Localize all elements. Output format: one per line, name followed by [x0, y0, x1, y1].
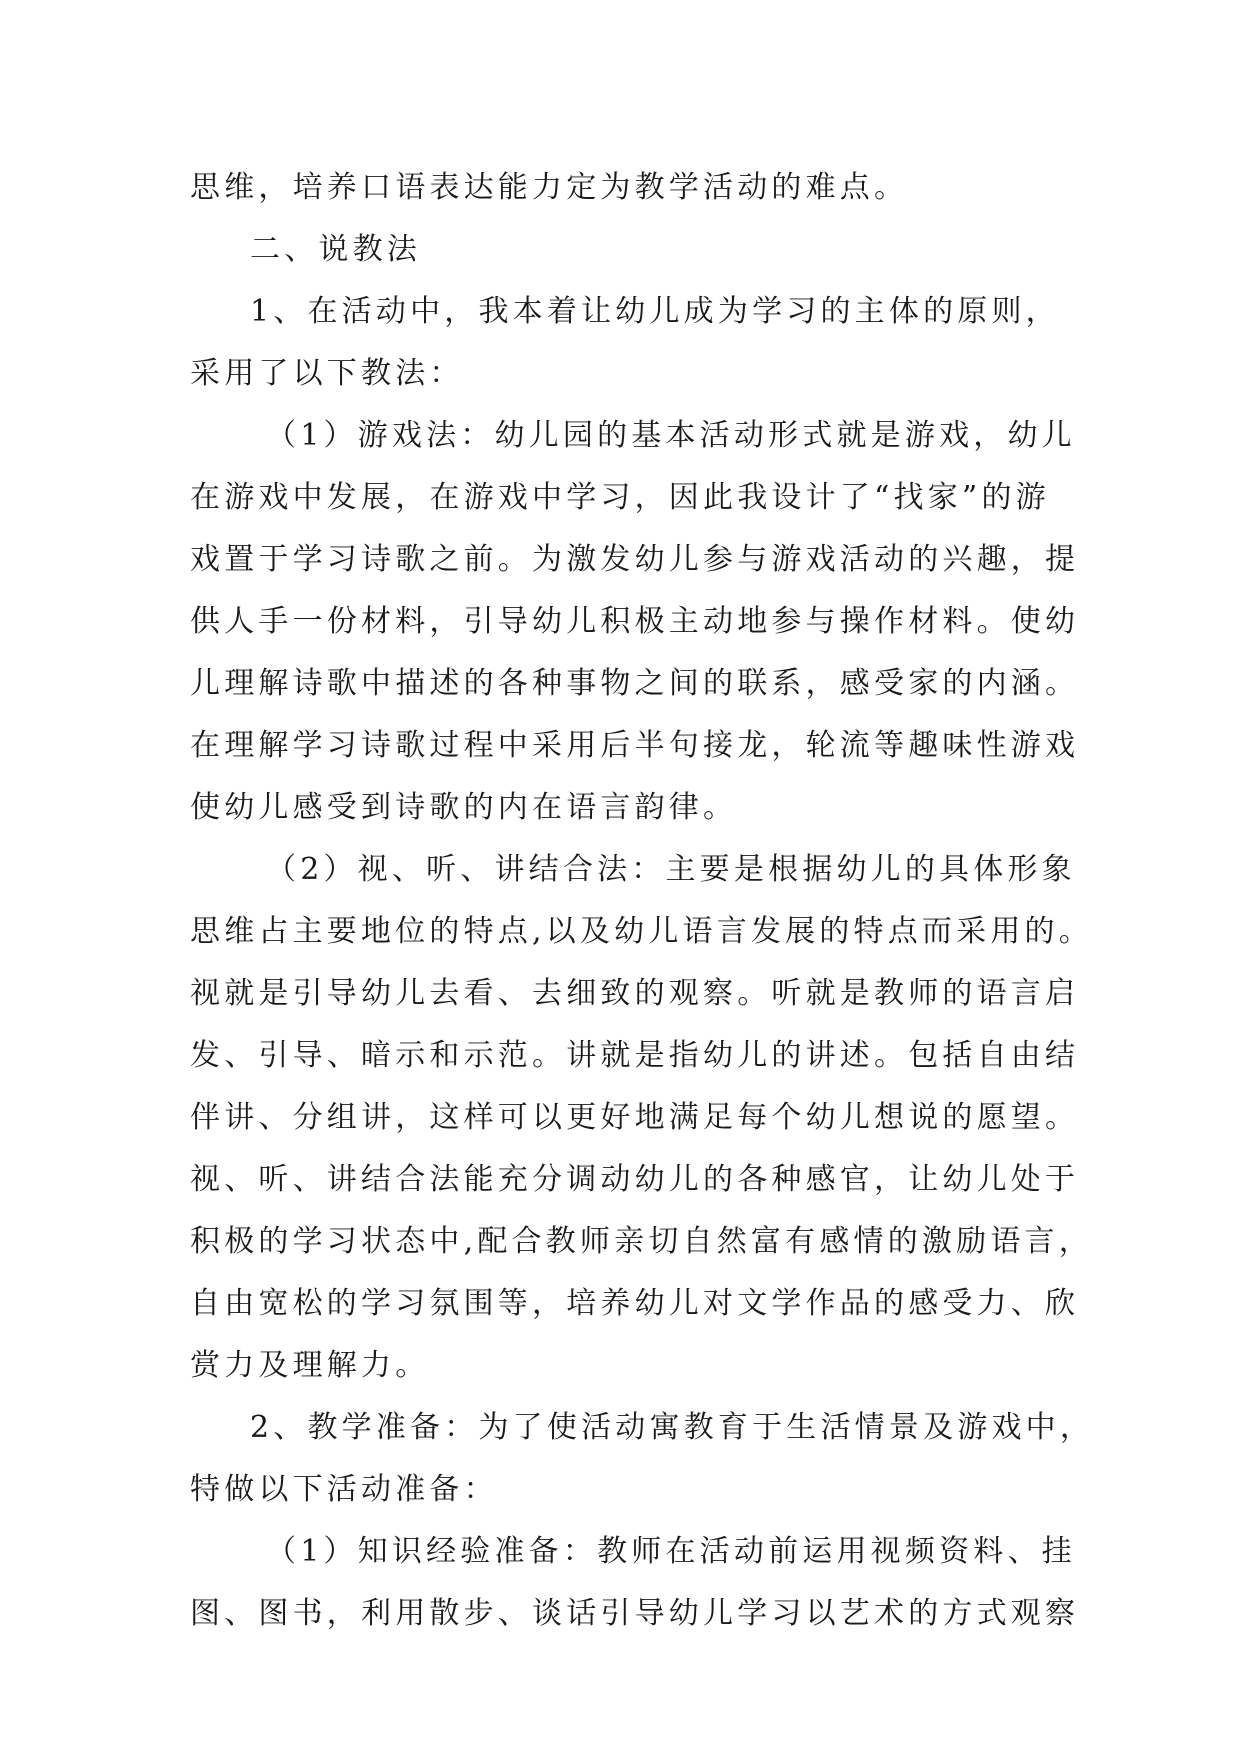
text-line: 在理解学习诗歌过程中采用后半句接龙，轮流等趣味性游戏	[190, 728, 1080, 763]
text-line: 特做以下活动准备：	[190, 1472, 498, 1507]
text-line: 戏置于学习诗歌之前。为激发幼儿参与游戏活动的兴趣，提	[190, 542, 1080, 577]
text-line: 视、听、讲结合法能充分调动幼儿的各种感官，让幼儿处于	[190, 1162, 1080, 1197]
text-line: 2、教学准备：为了使活动寓教育于生活情景及游戏中，	[250, 1410, 1095, 1445]
body-text	[190, 157, 1095, 1645]
text-line: （1）游戏法：幼儿园的基本活动形式就是游戏，幼儿	[266, 418, 1076, 453]
text-line: （2）视、听、讲结合法：主要是根据幼儿的具体形象	[266, 852, 1076, 887]
text-line: 采用了以下教法：	[190, 356, 464, 391]
section-heading: 二、说教法	[250, 232, 421, 267]
text-line: 自由宽松的学习氛围等，培养幼儿对文学作品的感受力、欣	[190, 1286, 1080, 1321]
text-line: 思维占主要地位的特点,以及幼儿语言发展的特点而采用的。	[190, 914, 1093, 949]
text-line: （1）知识经验准备：教师在活动前运用视频资料、挂	[266, 1534, 1076, 1569]
text-line: 儿理解诗歌中描述的各种事物之间的联系，感受家的内涵。	[190, 666, 1080, 701]
text-line: 图、图书，利用散步、谈话引导幼儿学习以艺术的方式观察	[190, 1596, 1080, 1631]
text-line: 赏力及理解力。	[190, 1348, 430, 1383]
text-line: 在游戏中发展，在游戏中学习，因此我设计了“找家”的游	[190, 480, 1050, 515]
text-line: 思维，培养口语表达能力定为教学活动的难点。	[190, 170, 909, 205]
text-line: 伴讲、分组讲，这样可以更好地满足每个幼儿想说的愿望。	[190, 1100, 1080, 1135]
text-line: 视就是引导幼儿去看、去细致的观察。听就是教师的语言启	[190, 976, 1080, 1011]
text-line: 使幼儿感受到诗歌的内在语言韵律。	[190, 790, 738, 825]
text-line: 积极的学习状态中,配合教师亲切自然富有感情的激励语言，	[190, 1224, 1093, 1259]
text-line: 1、在活动中，我本着让幼儿成为学习的主体的原则，	[250, 294, 1060, 329]
text-line: 发、引导、暗示和示范。讲就是指幼儿的讲述。包括自由结	[190, 1038, 1080, 1073]
text-line: 供人手一份材料，引导幼儿积极主动地参与操作材料。使幼	[190, 604, 1080, 639]
